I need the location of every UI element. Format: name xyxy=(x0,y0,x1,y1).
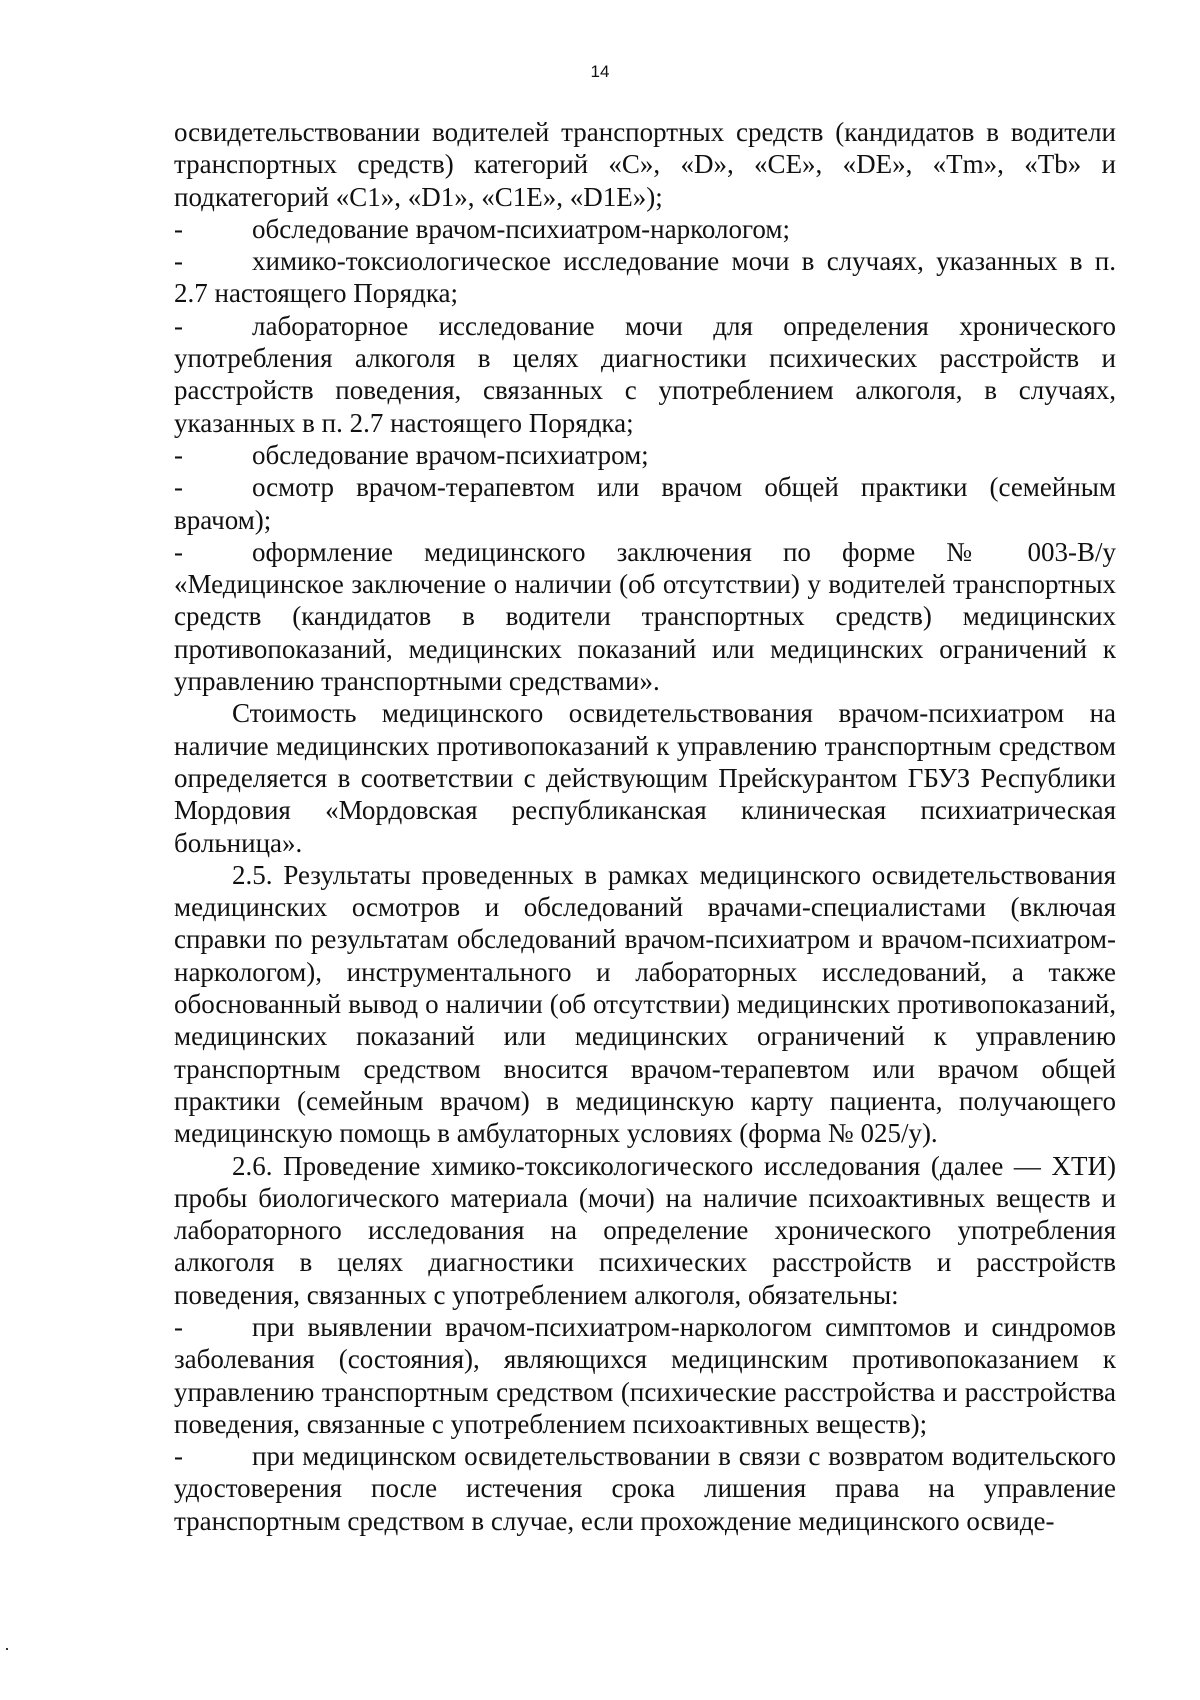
list-item-text: обследование врачом-психиатром; xyxy=(252,439,649,470)
paragraph-continuation: освидетельствовании водителей транспортных средств (кандидатов в водители транспортных средств) категорий «С», «D», «СЕ», «DE», «Tm», «Tb» и подкатегорий «С1», «D1», «C1E», «D1E»); xyxy=(174,117,1116,212)
list-dash: - xyxy=(174,213,183,244)
paragraph-cost: Стоимость медицинского освидетельствования врачом-психиатром на наличие медицинских противопоказаний к управлению транспортным средством определяется в соответствии с действующим Прейскурантом ГБУЗ Республики Мордовия «Мордовская республиканская клиническая психиатрическая больница». xyxy=(174,698,1116,858)
list-item-text: при выявлении врачом-психиатром-наркологом симптомов и синдромов заболевания (состояния), являющихся медицинским противопоказанием к управлению транспортным средством (психические расстройства и расстройства поведения, связанные с употреблением психоактивных веществ); xyxy=(174,1311,1116,1439)
list-item-text: химико-токсиологическое исследование мочи в случаях, указанных в п. 2.7 настоящего Порядка; xyxy=(174,246,1116,309)
list-item xyxy=(174,213,1116,245)
paragraph-2-6: 2.6. Проведение химико-токсикологического исследования (далее — ХТИ) пробы биологического материала (мочи) на наличие психоактивных веществ и лабораторного исследования на определение хронического употребления алкоголя в целях диагностики психических расстройств и расстройств поведения, связанных с употреблением алкоголя, обязательны: xyxy=(174,1150,1116,1310)
list-item xyxy=(174,439,1116,471)
list-item-text: при медицинском освидетельствовании в связи с возвратом водительского удостоверения после истечения срока лишения права на управление транспортным средством в случае, если прохождение медицинского освиде- xyxy=(174,1441,1116,1536)
list-item xyxy=(174,471,1116,536)
document-body xyxy=(174,116,1116,1537)
list-item-text: обследование врачом-психиатром-наркологом; xyxy=(252,213,790,244)
list-dash: - xyxy=(174,1441,183,1472)
list-item xyxy=(174,310,1116,439)
list-item xyxy=(174,1311,1116,1440)
list-dash: - xyxy=(174,310,183,341)
list-item-text: осмотр врачом-терапевтом или врачом общей практики (семейным врачом); xyxy=(174,472,1116,535)
paragraph-2-5: 2.5. Результаты проведенных в рамках медицинского освидетельствования медицинских осмотров и обследований врачами-специалистами (включая справки по результатам обследований врачом-психиатром и врачом-психиатром-наркологом), инструментального и лабораторных исследований, а также обоснованный вывод о наличии (об отсутствии) медицинских противопоказаний, медицинских показаний или медицинских ограничений к управлению транспортным средством вносится врачом-терапевтом или врачом общей практики (семейным врачом) в медицинскую карту пациента, получающего медицинскую помощь в амбулаторных условиях (форма № 025/у). xyxy=(174,859,1116,1149)
list-item xyxy=(174,245,1116,310)
list-item xyxy=(174,1440,1116,1537)
list-item xyxy=(174,536,1116,697)
list-item-text: оформление медицинского заключения по форме № 003-В/у «Медицинское заключение о наличии (об отсутствии) у водителей транспортных средств (кандидатов в водители транспортных средств) медицинских противопоказаний, медицинских показаний или медицинских ограничений к управлению транспортными средствами». xyxy=(174,536,1116,697)
scan-speck xyxy=(6,1648,8,1650)
list-dash: - xyxy=(174,1311,183,1342)
list-dash: - xyxy=(174,472,183,503)
list-dash: - xyxy=(174,246,183,277)
list-dash: - xyxy=(174,439,183,470)
list-dash: - xyxy=(174,536,183,567)
page-number: 14 xyxy=(590,62,610,81)
list-item-text: лабораторное исследование мочи для определения хронического употребления алкоголя в целях диагностики психических расстройств и расстройств поведения, связанных с употреблением алкоголя, в случаях, указанных в п. 2.7 настоящего Порядка; xyxy=(174,310,1116,438)
